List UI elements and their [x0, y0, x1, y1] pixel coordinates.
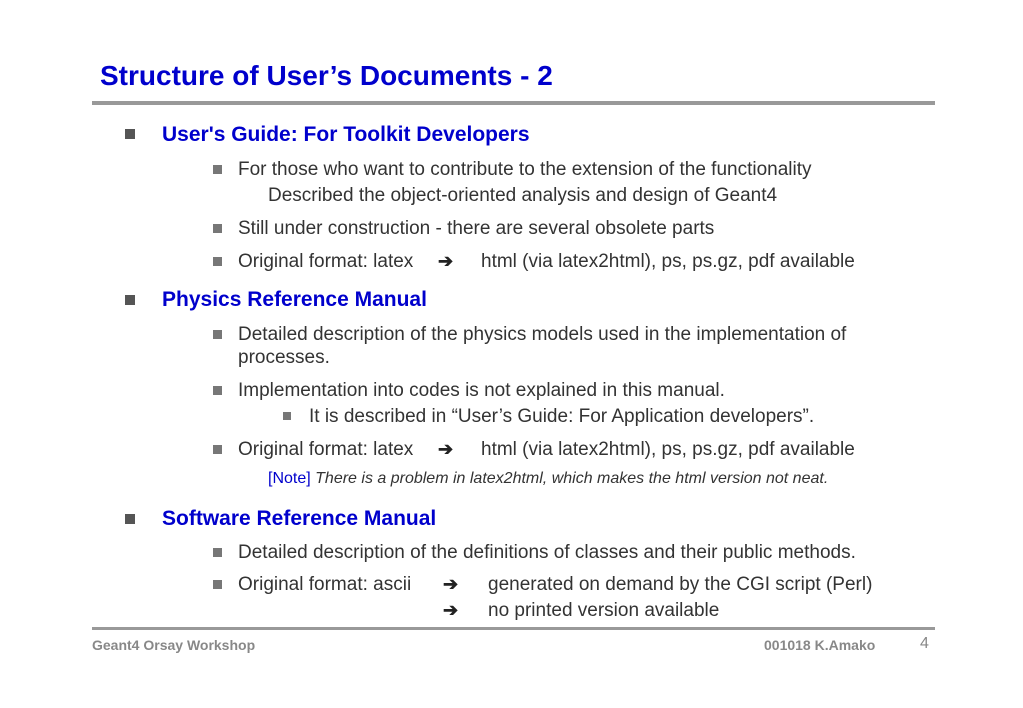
square-bullet-icon: [213, 165, 222, 174]
list-item: Implementation into codes is not explained in this manual.: [238, 380, 725, 401]
list-item: Detailed description of the physics models used in the implementation of: [238, 324, 847, 345]
right-arrow-icon: ➔: [443, 600, 459, 620]
sub-list-item: It is described in “User’s Guide: For Application developers”.: [309, 406, 815, 427]
square-bullet-icon: [213, 548, 222, 557]
format-value: html (via latex2html), ps, ps.gz, pdf available: [481, 251, 855, 272]
section-heading-toolkit-guide: User's Guide: For Toolkit Developers: [162, 123, 530, 146]
note-line: [268, 470, 828, 488]
square-bullet-icon: [213, 330, 222, 339]
right-arrow-icon: ➔: [443, 574, 459, 594]
square-bullet-icon: [125, 129, 135, 139]
note-tag: [Note]: [268, 470, 311, 487]
square-bullet-icon: [125, 514, 135, 524]
list-item: Still under construction - there are several obsolete parts: [238, 218, 715, 239]
square-bullet-icon: [125, 295, 135, 305]
footer-divider: [92, 627, 935, 630]
square-bullet-icon: [283, 412, 291, 420]
slide-title: Structure of User’s Documents - 2: [100, 60, 553, 91]
format-value-2: no printed version available: [488, 600, 720, 621]
format-label: Original format: latex: [238, 251, 414, 272]
square-bullet-icon: [213, 224, 222, 233]
square-bullet-icon: [213, 580, 222, 589]
section-heading-software-manual: Software Reference Manual: [162, 507, 437, 530]
section-heading-physics-manual: Physics Reference Manual: [162, 288, 427, 311]
note-text: There is a problem in latex2html, which makes the html version not neat.: [315, 470, 829, 487]
square-bullet-icon: [213, 386, 222, 395]
footer-author: 001018 K.Amako: [764, 637, 876, 653]
title-divider: [92, 101, 935, 105]
square-bullet-icon: [213, 257, 222, 266]
list-item-continuation: processes.: [238, 347, 330, 368]
list-item: For those who want to contribute to the extension of the functionality: [238, 159, 812, 180]
format-label: Original format: ascii: [238, 574, 412, 595]
format-value: html (via latex2html), ps, ps.gz, pdf available: [481, 439, 855, 460]
square-bullet-icon: [213, 445, 222, 454]
format-value: generated on demand by the CGI script (Perl): [488, 574, 873, 595]
format-label: Original format: latex: [238, 439, 414, 460]
page-number: 4: [920, 635, 929, 652]
list-item-subtext: Described the object-oriented analysis and design of Geant4: [268, 185, 778, 206]
list-item: Detailed description of the definitions of classes and their public methods.: [238, 542, 856, 563]
footer-event: Geant4 Orsay Workshop: [92, 637, 256, 653]
right-arrow-icon: ➔: [438, 439, 454, 459]
right-arrow-icon: ➔: [438, 251, 454, 271]
